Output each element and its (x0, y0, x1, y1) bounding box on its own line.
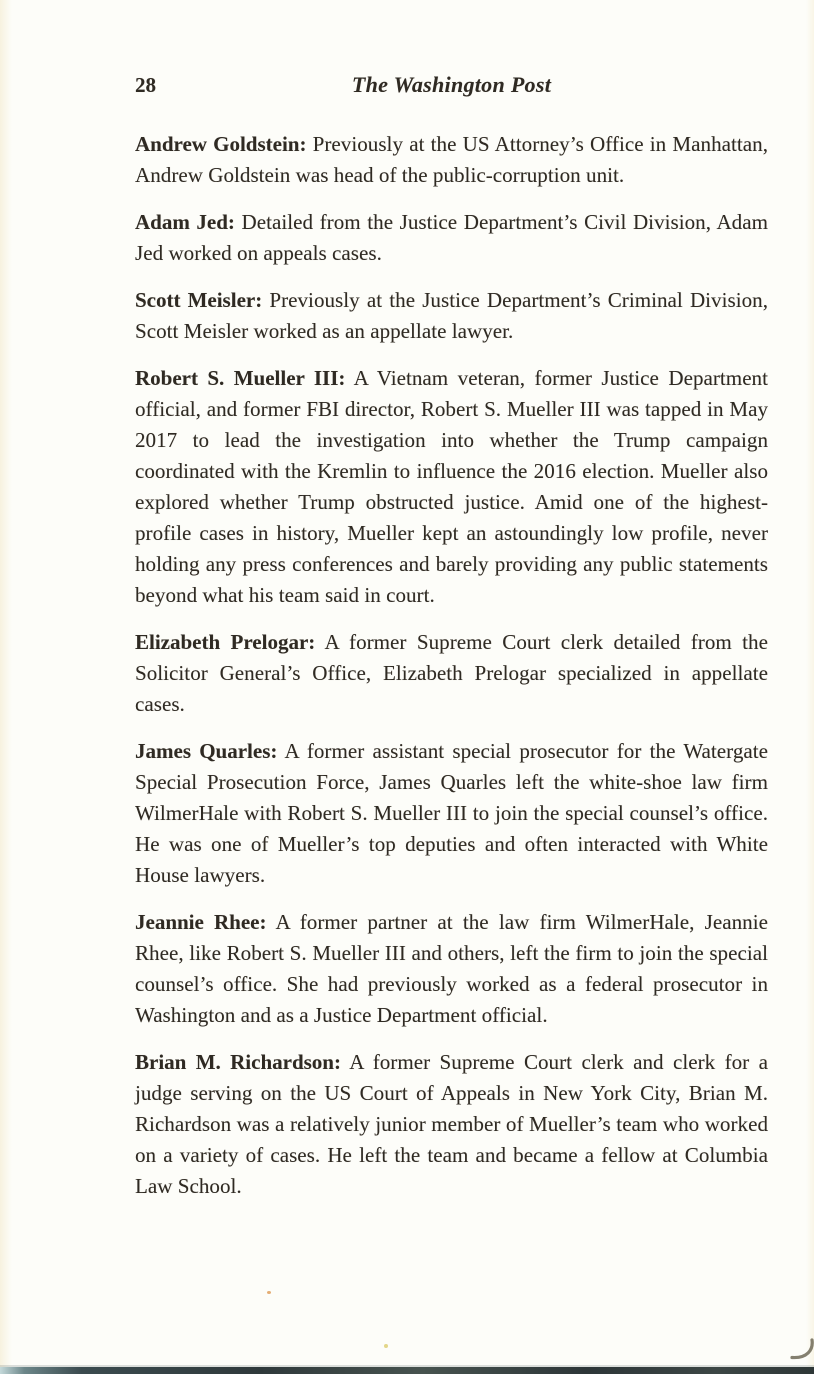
scan-edge-bar (0, 1367, 814, 1374)
person-name: Robert S. Mueller III: (135, 366, 346, 390)
bio-paragraph: Jeannie Rhee: A former partner at the law firm WilmerHale, Jeannie Rhee, like Robert S. Mueller III and others, left the firm to join the special counsel’s office. She had previously worked as a federal prosecutor in Washington and as a Justice Department official. (135, 910, 768, 1027)
scan-speck-yellow (384, 1344, 388, 1348)
person-name: Jeannie Rhee: (135, 910, 267, 934)
bio-list (135, 129, 768, 1202)
person-name: Scott Meisler: (135, 288, 263, 312)
page-content (135, 72, 768, 1202)
page-header (135, 72, 768, 100)
bio-paragraph: Scott Meisler: Previously at the Justice Department’s Criminal Division, Scott Meisler worked as an appellate lawyer. (135, 288, 768, 343)
bio-paragraph: Robert S. Mueller III: A Vietnam veteran, former Justice Department official, and former FBI director, Robert S. Mueller III was tapped in May 2017 to lead the investigation into whether the Trump campaign coordinated with the Kremlin to influence the 2016 election. Mueller also explored whether Trump obstructed justice. Amid one of the highest-profile cases in history, Mueller kept an astoundingly low profile, never holding any press conferences and barely providing any public statements beyond what his team said in court. (135, 366, 768, 607)
bio-paragraph: Elizabeth Prelogar: A former Supreme Court clerk detailed from the Solicitor General’s Office, Elizabeth Prelogar specialized in appellate cases. (135, 630, 768, 716)
person-name: Elizabeth Prelogar: (135, 630, 316, 654)
bio-paragraph: Andrew Goldstein: Previously at the US Attorney’s Office in Manhattan, Andrew Goldstein was head of the public-corruption unit. (135, 132, 768, 187)
person-name: James Quarles: (135, 739, 278, 763)
person-name: Andrew Goldstein: (135, 132, 307, 156)
handwritten-hook-mark (788, 1338, 814, 1365)
running-title: The Washington Post (351, 72, 552, 97)
page-number: 28 (135, 73, 156, 97)
bio-paragraph: Brian M. Richardson: A former Supreme Court clerk and clerk for a judge serving on the US Court of Appeals in New York City, Brian M. Richardson was a relatively junior member of Mueller’s team who worked on a variety of cases. He left the team and became a fellow at Columbia Law School. (135, 1050, 768, 1198)
person-name: Adam Jed: (135, 210, 235, 234)
paper-edge-tint-left (0, 0, 12, 1374)
bio-paragraph: Adam Jed: Detailed from the Justice Department’s Civil Division, Adam Jed worked on appeals cases. (135, 210, 768, 265)
person-name: Brian M. Richardson: (135, 1050, 341, 1074)
paper-edge-tint-right (806, 0, 814, 1374)
scan-speck-orange (267, 1291, 271, 1294)
bio-paragraph: James Quarles: A former assistant special prosecutor for the Watergate Special Prosecution Force, James Quarles left the white-shoe law firm WilmerHale with Robert S. Mueller III to join the special counsel’s office. He was one of Mueller’s top deputies and often interacted with White House lawyers. (135, 739, 768, 887)
